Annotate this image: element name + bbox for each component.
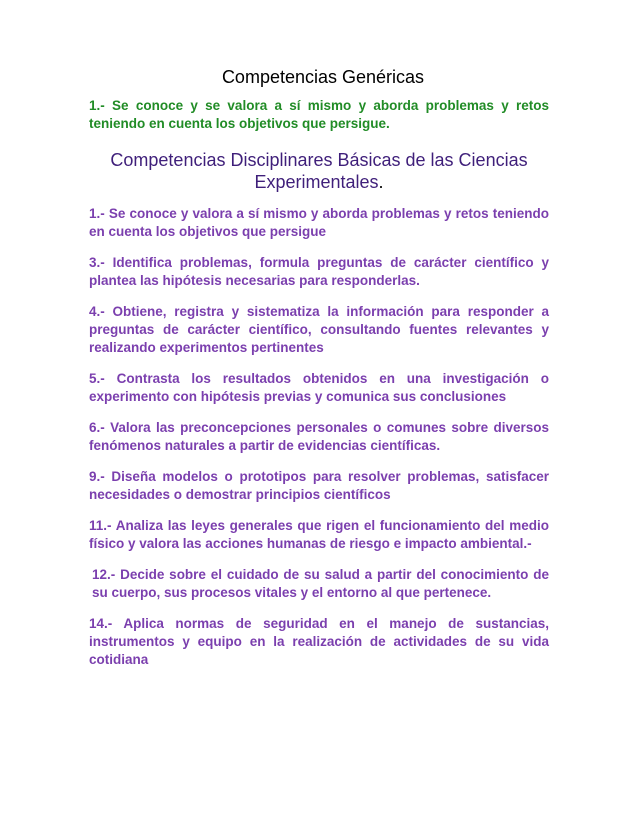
generic-competency-item: 1.- Se conoce y se valora a sí mismo y aborda problemas y retos teniendo en cuenta los objetivos que persigue. [89, 98, 549, 131]
competency-item-1: 1.- Se conoce y valora a sí mismo y aborda problemas y retos teniendo en cuenta los objetivos que persigue [89, 206, 549, 239]
competency-item-12: 12.- Decide sobre el cuidado de su salud a partir del conocimiento de su cuerpo, sus procesos vitales y el entorno al que pertenece. [92, 567, 549, 600]
competency-item-6: 6.- Valora las preconcepciones personales o comunes sobre diversos fenómenos naturales a partir de evidencias científicas. [89, 420, 549, 453]
subtitle-period: . [378, 172, 384, 192]
competency-item-14: 14.- Aplica normas de seguridad en el manejo de sustancias, instrumentos y equipo en la realización de actividades de su vida cotidiana [89, 616, 549, 667]
page-title: Competencias Genéricas [221, 67, 425, 87]
subtitle-text: Competencias Disciplinares Básicas de las Ciencias Experimentales [110, 150, 528, 192]
competency-item-9: 9.- Diseña modelos o prototipos para resolver problemas, satisfacer necesidades o demostrar principios científicos [89, 469, 549, 502]
competency-item-5: 5.- Contrasta los resultados obtenidos en una investigación o experimento con hipótesis previas y comunica sus conclusiones [89, 371, 549, 404]
section-subtitle [89, 149, 549, 193]
competency-item-3: 3.- Identifica problemas, formula preguntas de carácter científico y plantea las hipótesis necesarias para responderlas. [89, 255, 549, 288]
document-page [89, 66, 549, 669]
competency-item-11: 11.- Analiza las leyes generales que rigen el funcionamiento del medio físico y valora las acciones humanas de riesgo e impacto ambiental.- [89, 518, 549, 551]
competency-item-4: 4.- Obtiene, registra y sistematiza la información para responder a preguntas de carácter científico, consultando fuentes relevantes y realizando experimentos pertinentes [89, 304, 549, 355]
